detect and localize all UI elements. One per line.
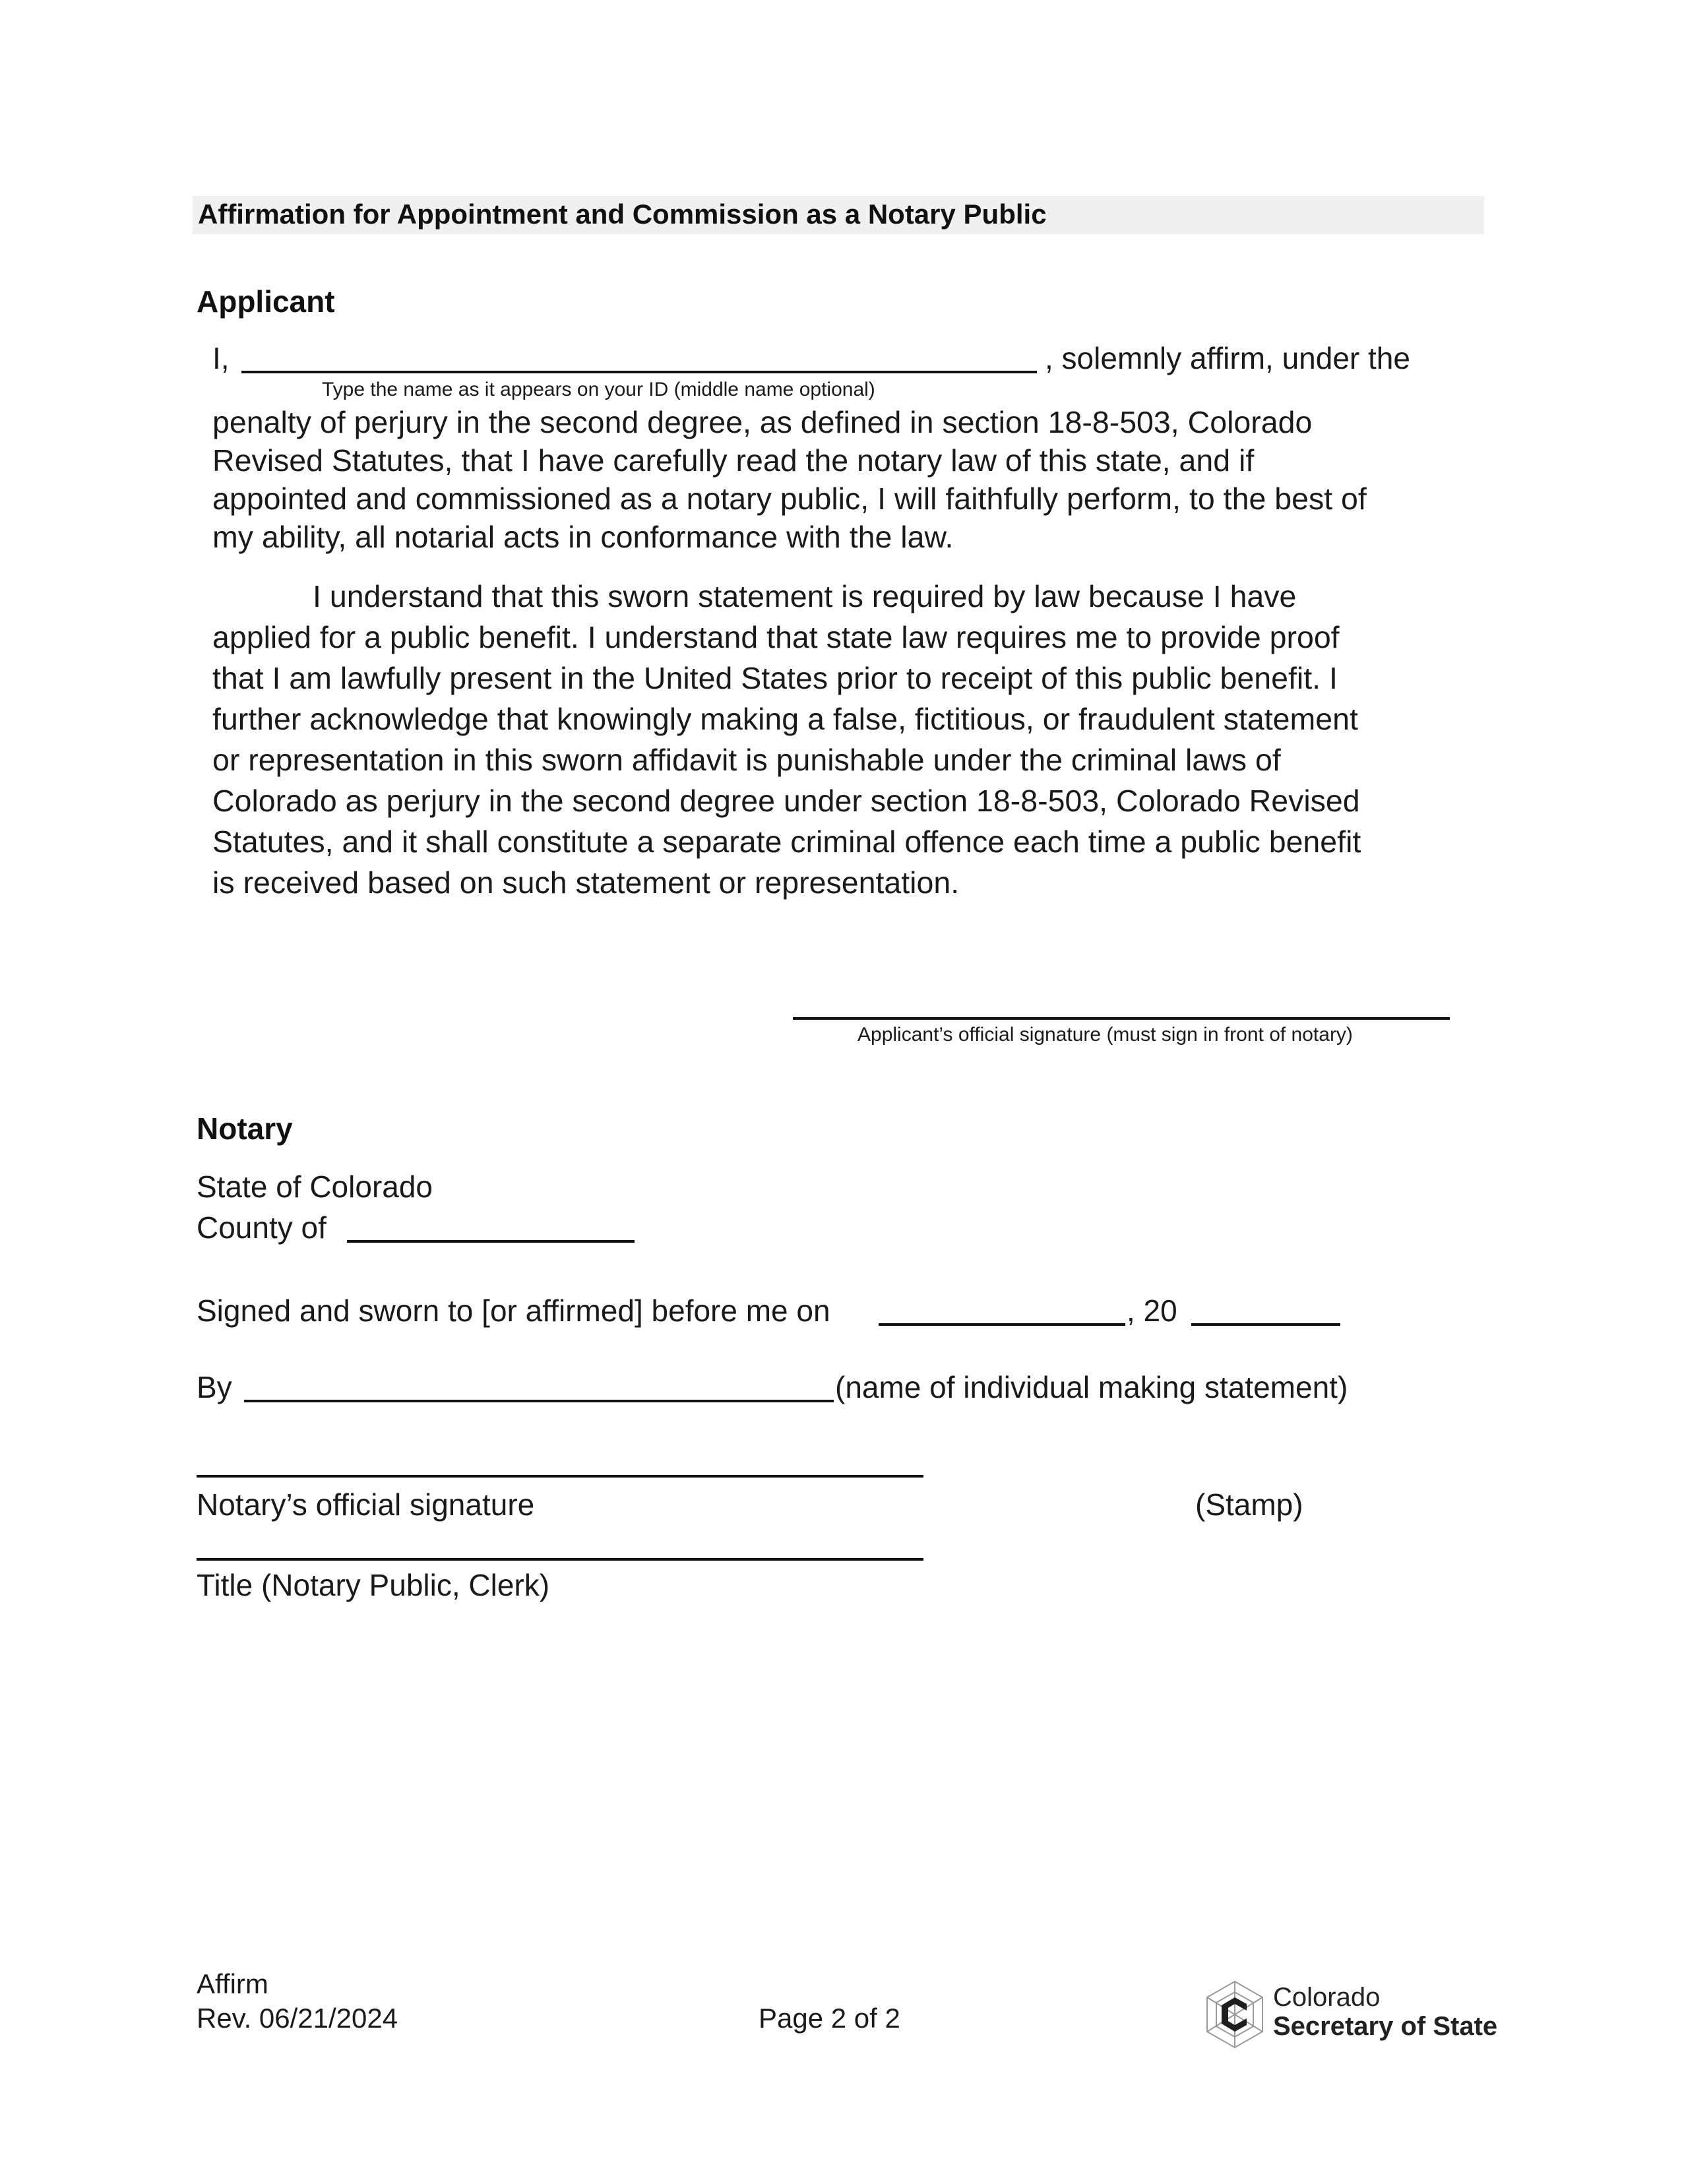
paragraph-2-line: is received based on such statement or representation. (212, 865, 960, 900)
paragraph-1-line: penalty of perjury in the second degree, as defined in section 18-8-503, Colorado (212, 405, 1313, 439)
paragraph-1-line: my ability, all notarial acts in conformance with the law. (212, 520, 954, 554)
logo-text-colorado: Colorado (1273, 1983, 1381, 2012)
colorado-sos-logo-icon (1202, 1979, 1268, 2051)
paragraph-1-line: Revised Statutes, that I have carefully read the notary law of this state, and if (212, 443, 1255, 478)
form-title-bar (193, 196, 1484, 234)
page-number: Page 2 of 2 (759, 2003, 900, 2034)
sworn-date-label: Signed and sworn to [or affirmed] before me on (197, 1294, 830, 1328)
notary-title-line[interactable] (197, 1558, 923, 1561)
notary-title-label: Title (Notary Public, Clerk) (197, 1568, 550, 1602)
colorado-sos-logo (1202, 1979, 1512, 2051)
individual-name-field[interactable] (244, 1400, 834, 1402)
applicant-paragraph-2 (212, 576, 1472, 903)
applicant-signature-line[interactable] (793, 1017, 1450, 1020)
logo-text-secretary: Secretary of State (1273, 2012, 1498, 2041)
paragraph-2-line: that I am lawfully present in the United States prior to receipt of this public benefit. I (212, 661, 1338, 695)
paragraph-1-line: appointed and commissioned as a notary public, I will faithfully perform, to the best of (212, 482, 1367, 516)
notary-state-line: State of Colorado (197, 1170, 433, 1204)
notary-heading: Notary (197, 1111, 293, 1146)
form-title: Affirmation for Appointment and Commission as a Notary Public (198, 199, 1047, 230)
notary-county-label: County of (197, 1210, 327, 1245)
applicant-intro-prefix: I, (212, 341, 230, 375)
applicant-name-hint: Type the name as it appears on your ID (middle name optional) (322, 379, 875, 400)
notary-signature-line[interactable] (197, 1475, 923, 1478)
sworn-year-field[interactable] (1191, 1323, 1340, 1326)
applicant-signature-label: Applicant’s official signature (must sign in front of notary) (857, 1024, 1353, 1045)
sworn-date-field[interactable] (879, 1323, 1125, 1326)
sworn-year-label: , 20 (1127, 1294, 1177, 1328)
applicant-name-field[interactable] (241, 371, 1037, 373)
county-field[interactable] (347, 1240, 635, 1243)
paragraph-2-line: or representation in this sworn affidavit is punishable under the criminal laws of (212, 743, 1281, 777)
applicant-intro-suffix: , solemnly affirm, under the (1045, 341, 1410, 375)
applicant-heading: Applicant (197, 284, 335, 319)
by-suffix: (name of individual making statement) (835, 1370, 1348, 1404)
by-label: By (197, 1370, 232, 1404)
form-code: Affirm (197, 1968, 268, 1999)
applicant-paragraph-1 (212, 403, 1466, 556)
paragraph-2-line: applied for a public benefit. I understand that state law requires me to provide proof (212, 620, 1340, 654)
paragraph-2-line: Colorado as perjury in the second degree under section 18-8-503, Colorado Revised (212, 784, 1360, 818)
paragraph-2-line: I understand that this sworn statement is required by law because I have (313, 579, 1297, 613)
form-revision: Rev. 06/21/2024 (197, 2003, 398, 2034)
paragraph-2-line: further acknowledge that knowingly making a false, fictitious, or fraudulent statement (212, 702, 1358, 736)
paragraph-2-line: Statutes, and it shall constitute a separate criminal offence each time a public benefit (212, 825, 1361, 859)
stamp-label: (Stamp) (1195, 1487, 1303, 1522)
notary-signature-label: Notary’s official signature (197, 1487, 535, 1522)
